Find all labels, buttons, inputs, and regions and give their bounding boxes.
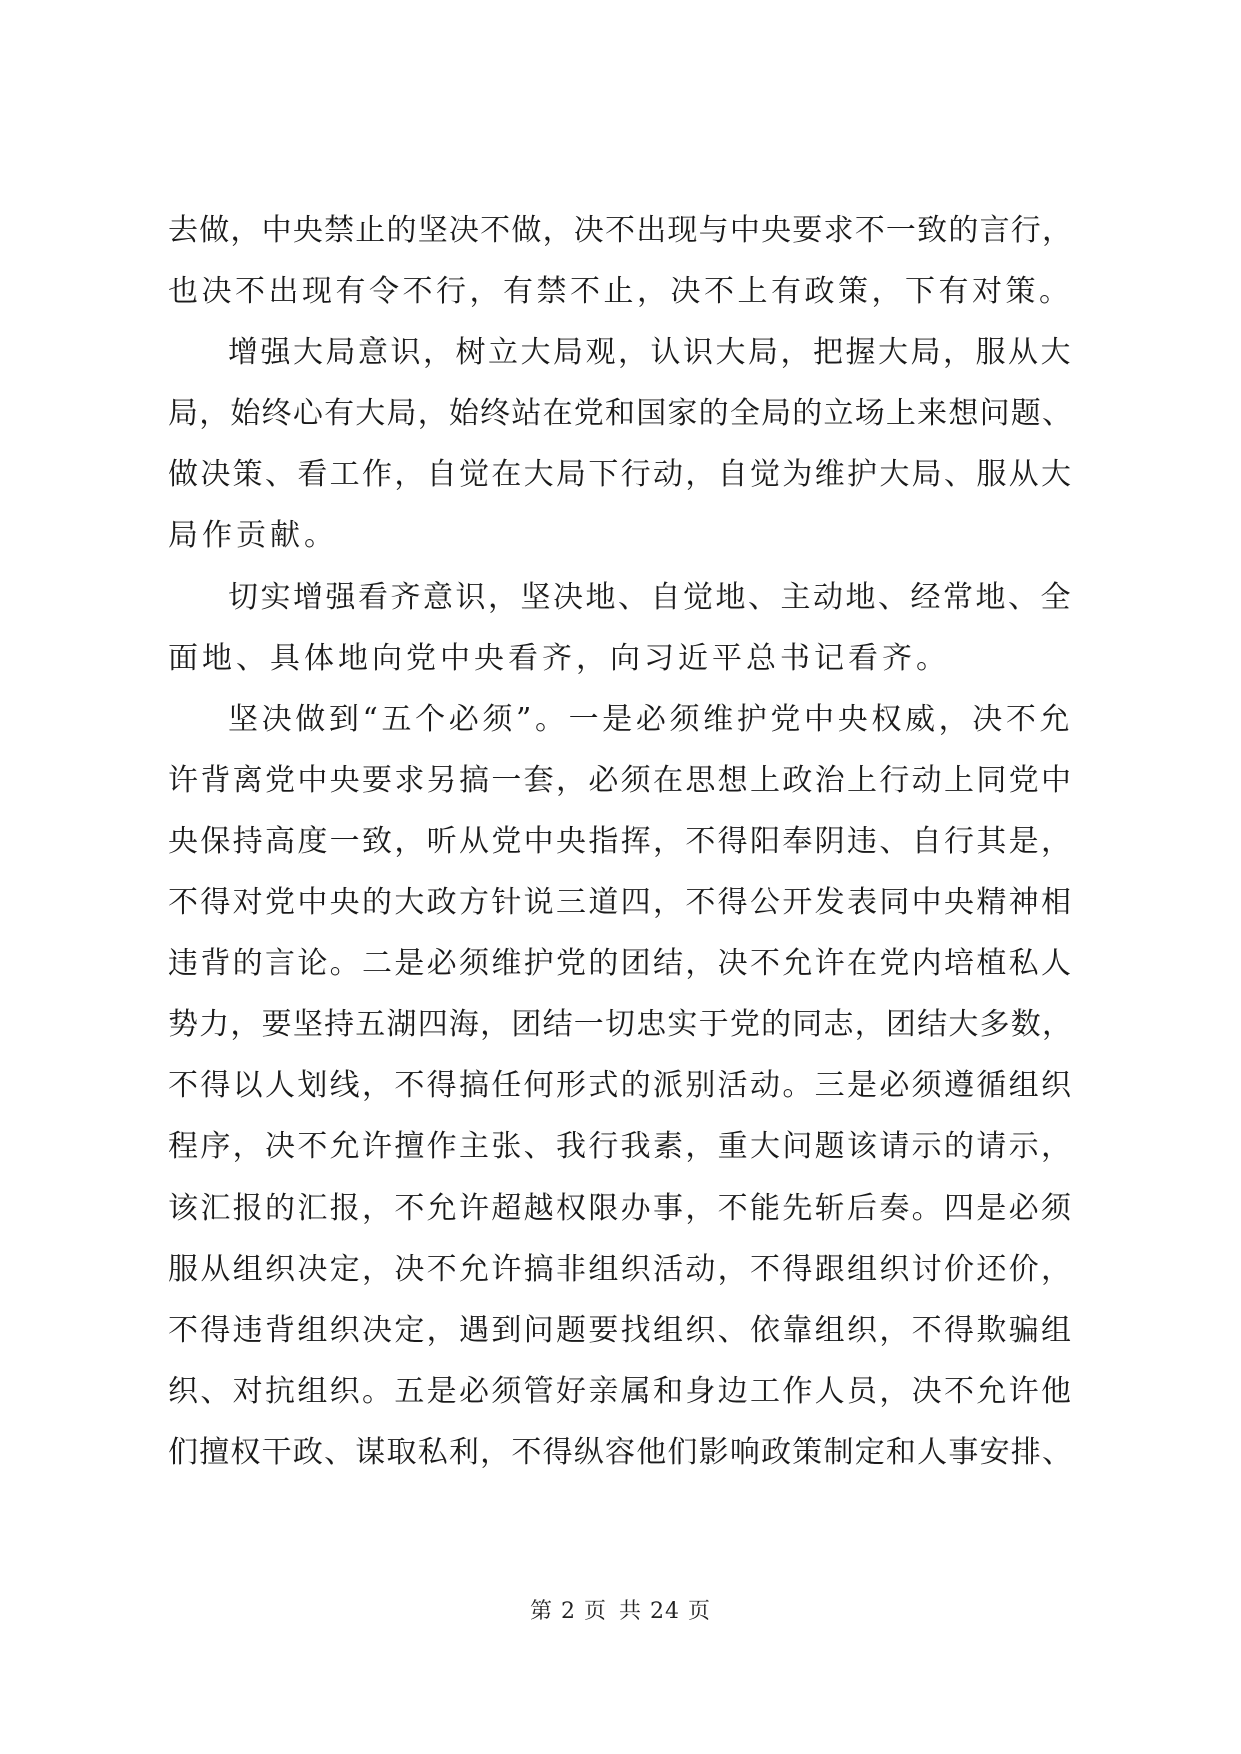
text-line: 面地、具体地向党中央看齐，向习近平总书记看齐。 xyxy=(168,640,950,676)
text-line: 局作贡献。 xyxy=(168,518,338,554)
text-line: 不得以人划线，不得搞任何形式的派别活动。三是必须遵循组织 xyxy=(168,1068,1073,1104)
text-line: 去做，中央禁止的坚决不做，决不出现与中央要求不一致的言行， xyxy=(168,213,1073,248)
text-line: 织、对抗组织。五是必须管好亲属和身边工作人员，决不允许他 xyxy=(168,1373,1073,1409)
body-text xyxy=(168,200,1073,1483)
page-footer xyxy=(0,1597,1241,1627)
text-line: 坚决做到“五个必须”。一是必须维护党中央权威，决不允 xyxy=(228,701,1073,737)
text-line: 许背离党中央要求另搞一套，必须在思想上政治上行动上同党中 xyxy=(168,762,1073,798)
text-line: 增强大局意识，树立大局观，认识大局，把握大局，服从大 xyxy=(228,335,1073,371)
text-line: 们擅权干政、谋取私利，不得纵容他们影响政策制定和人事安排、 xyxy=(168,1434,1073,1470)
page-total: 共 24 页 xyxy=(619,1599,711,1624)
text-line: 央保持高度一致，听从党中央指挥，不得阳奉阴违、自行其是， xyxy=(168,823,1073,859)
text-line: 不得违背组织决定，遇到问题要找组织、依靠组织，不得欺骗组 xyxy=(168,1312,1073,1348)
text-line: 该汇报的汇报，不允许超越权限办事，不能先斩后奏。四是必须 xyxy=(168,1190,1073,1226)
text-line: 不得对党中央的大政方针说三道四，不得公开发表同中央精神相 xyxy=(168,885,1073,921)
text-line: 服从组织决定，决不允许搞非组织活动，不得跟组织讨价还价， xyxy=(168,1251,1073,1287)
text-line: 做决策、看工作，自觉在大局下行动，自觉为维护大局、服从大 xyxy=(168,457,1073,493)
text-line: 局，始终心有大局，始终站在党和国家的全局的立场上来想问题、 xyxy=(168,396,1073,432)
text-line: 也决不出现有令不行，有禁不止，决不上有政策，下有对策。 xyxy=(168,274,1073,310)
text-line: 程序，决不允许擅作主张、我行我素，重大问题该请示的请示， xyxy=(168,1129,1073,1165)
text-line: 切实增强看齐意识，坚决地、自觉地、主动地、经常地、全 xyxy=(228,579,1073,615)
page-number: 第 2 页 xyxy=(530,1599,607,1624)
text-line: 违背的言论。二是必须维护党的团结，决不允许在党内培植私人 xyxy=(168,946,1073,982)
text-line: 势力，要坚持五湖四海，团结一切忠实于党的同志，团结大多数， xyxy=(168,1007,1073,1043)
